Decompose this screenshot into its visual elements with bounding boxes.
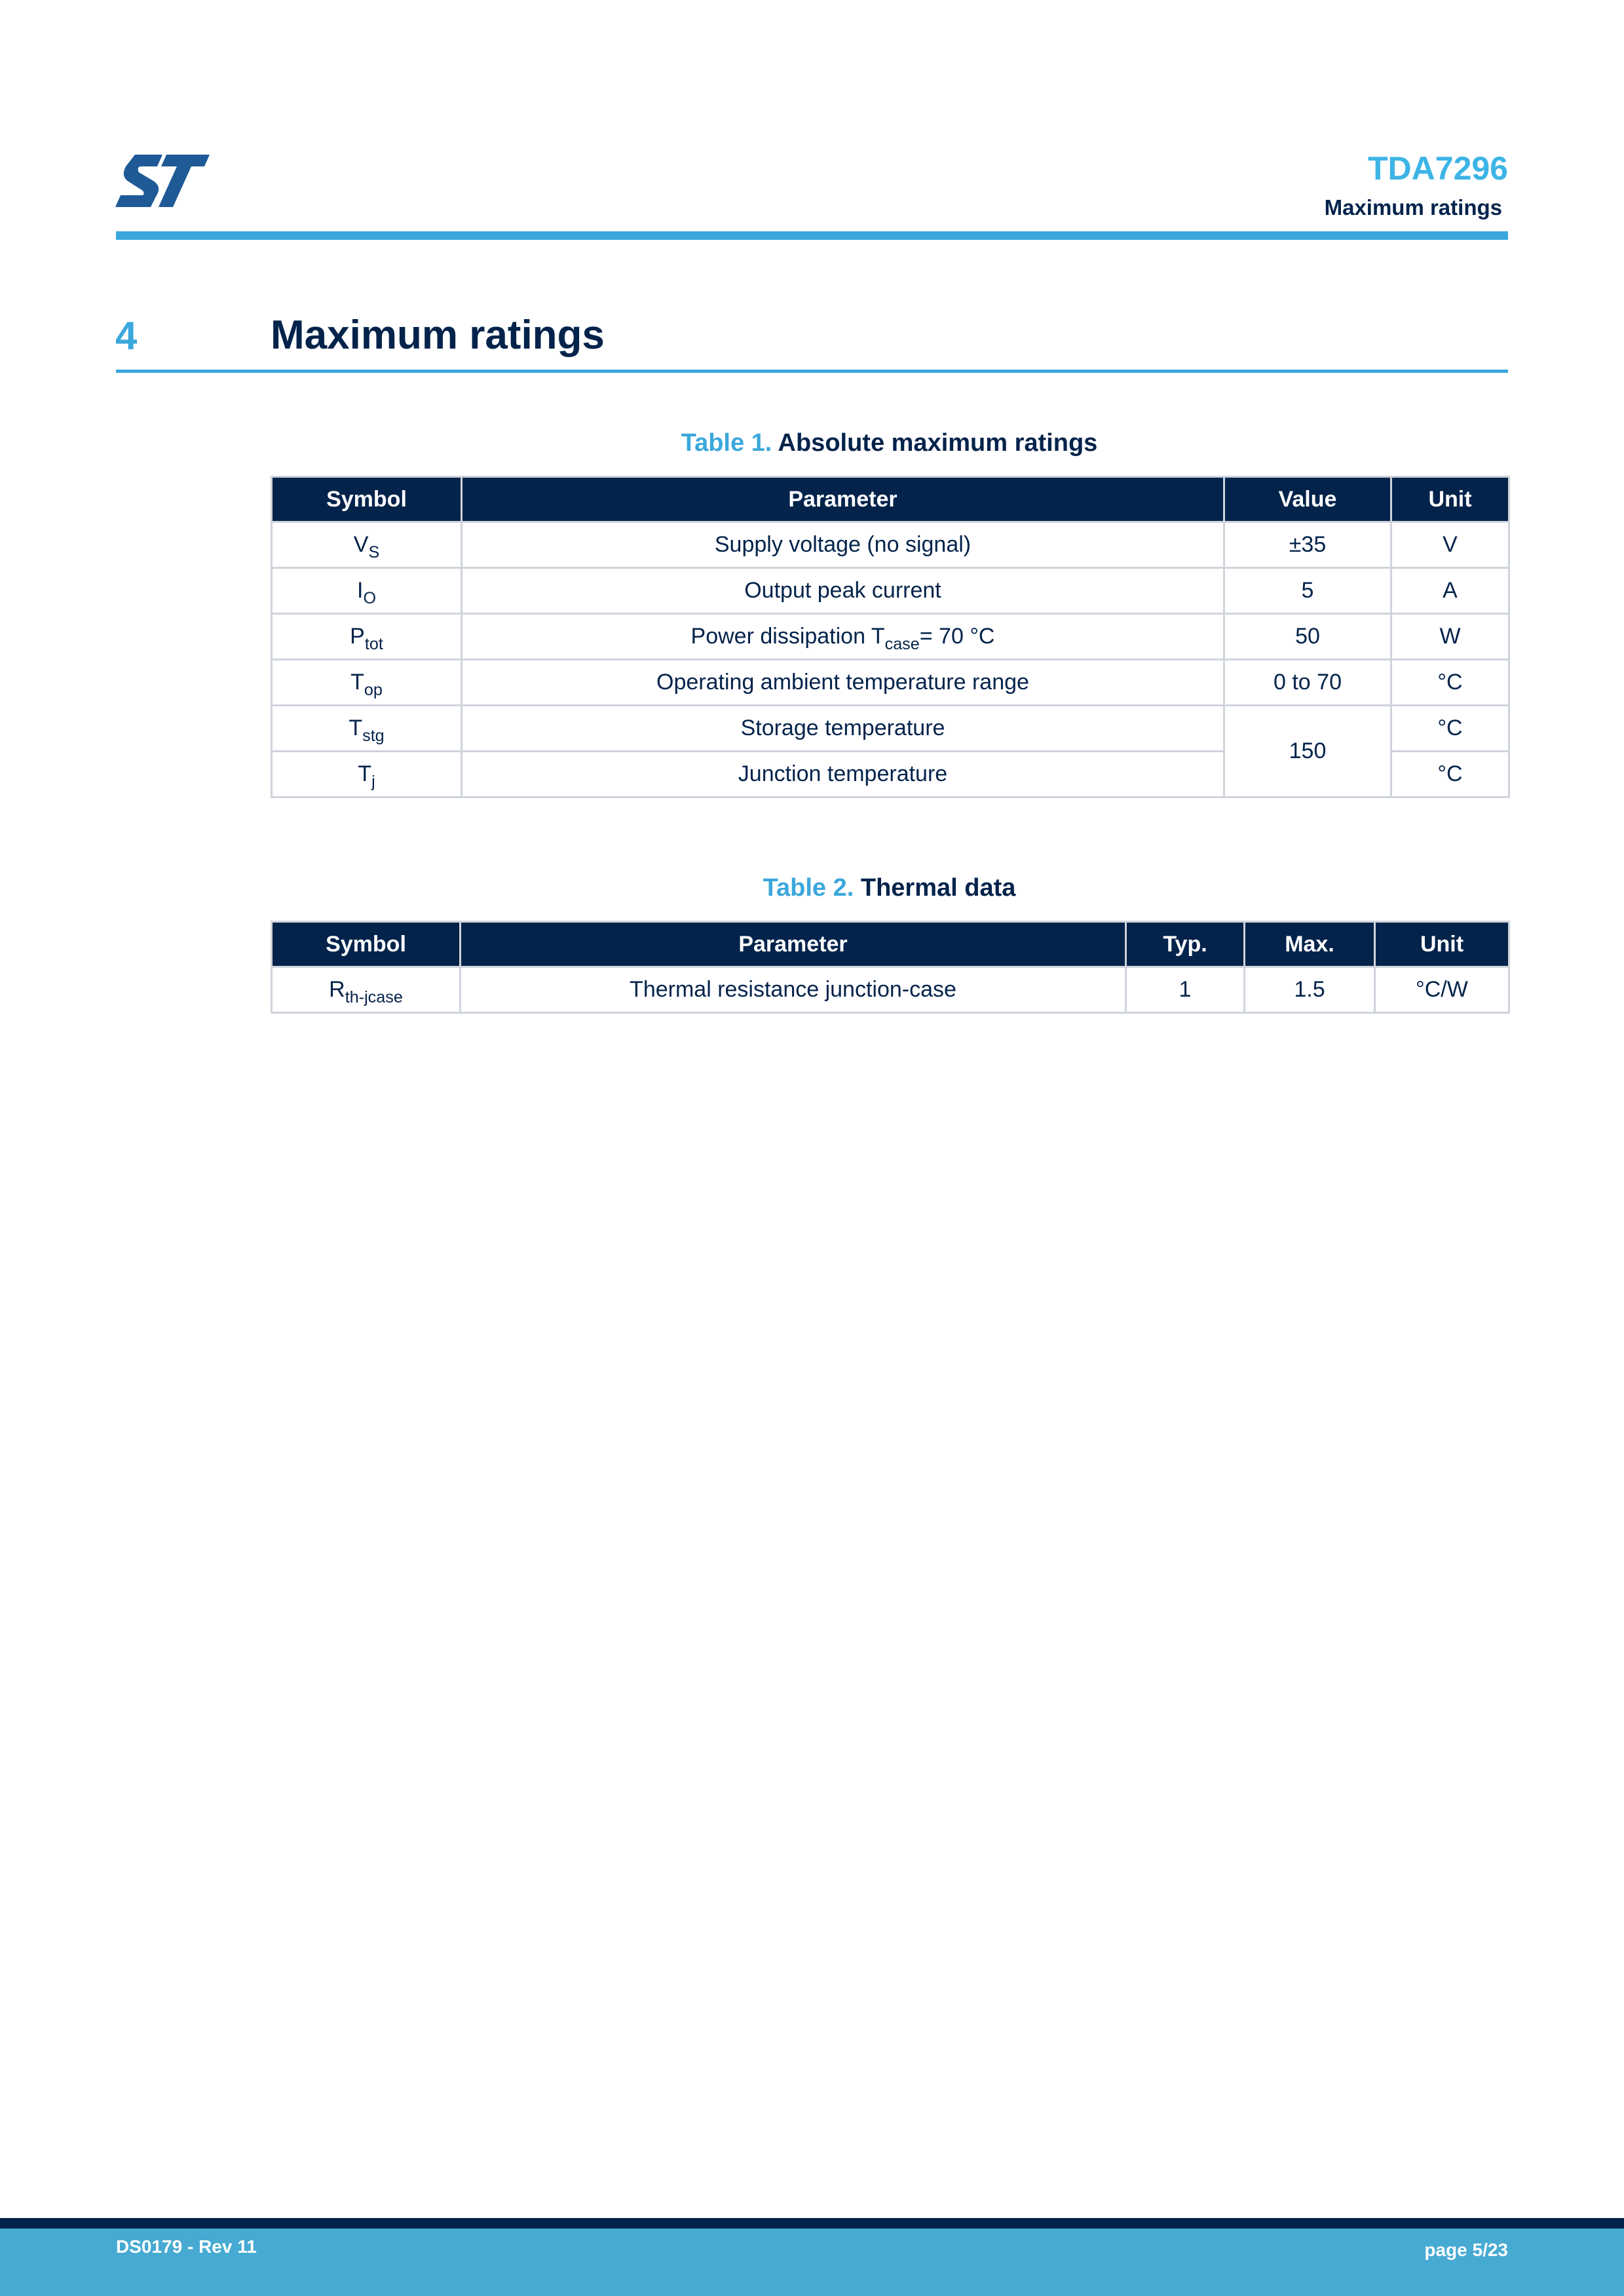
value-cell: 150 xyxy=(1224,706,1391,797)
table2-caption xyxy=(271,874,1508,902)
table-row xyxy=(272,660,1509,706)
symbol-cell: $T_{stg}$ xyxy=(272,706,462,752)
table-row xyxy=(272,522,1509,568)
table2-caption-text: Thermal data xyxy=(860,874,1016,902)
document-title: TDA7296 xyxy=(1368,150,1508,187)
footer-doc-id: DS0179 - Rev 11 xyxy=(116,2236,257,2257)
table-row xyxy=(272,706,1509,752)
table2-caption-label: Table 2. xyxy=(763,874,854,902)
symbol-cell: $T_{op}$ xyxy=(272,660,462,706)
symbol-cell: $P_{tot}$ xyxy=(272,614,462,660)
unit-cell: °C xyxy=(1391,752,1509,797)
table1-caption-text: Absolute maximum ratings xyxy=(778,429,1098,457)
parameter-cell: Output peak current xyxy=(462,568,1224,614)
symbol-cell: $R_{th-jcase}$ xyxy=(272,967,461,1013)
parameter-cell: Thermal resistance junction-case xyxy=(461,967,1126,1013)
unit-cell: W xyxy=(1391,614,1509,660)
unit-cell: °C/W xyxy=(1375,967,1509,1013)
table-row xyxy=(272,614,1509,660)
section-number: 4 xyxy=(115,314,138,358)
unit-cell: V xyxy=(1391,522,1509,568)
symbol-cell: $T_j$ xyxy=(272,752,462,797)
value-cell: 50 xyxy=(1224,614,1391,660)
table-row xyxy=(272,967,1509,1013)
header-divider xyxy=(116,231,1508,240)
header-max: Max. xyxy=(1245,922,1375,967)
header-unit: Unit xyxy=(1375,922,1509,967)
table1-caption xyxy=(271,429,1508,457)
table-header-row xyxy=(272,922,1509,967)
absolute-max-ratings-table xyxy=(271,476,1510,798)
value-cell: ±35 xyxy=(1224,522,1391,568)
value-cell: 0 to 70 xyxy=(1224,660,1391,706)
parameter-cell: Power dissipation $T_{case}= 70$ °C xyxy=(462,614,1224,660)
header-section-name: Maximum ratings xyxy=(1324,195,1502,220)
max-cell: 1.5 xyxy=(1245,967,1375,1013)
section-divider xyxy=(116,370,1508,373)
table-row xyxy=(272,568,1509,614)
parameter-cell: Operating ambient temperature range xyxy=(462,660,1224,706)
footer-page-number: page 5/23 xyxy=(1424,2240,1508,2260)
unit-cell: °C xyxy=(1391,660,1509,706)
header-value: Value xyxy=(1224,477,1391,522)
header-parameter: Parameter xyxy=(461,922,1126,967)
thermal-data-table xyxy=(271,921,1510,1014)
parameter-cell: Junction temperature xyxy=(462,752,1224,797)
typ-cell: 1 xyxy=(1126,967,1245,1013)
header-unit: Unit xyxy=(1391,477,1509,522)
symbol-cell: $V_S$ xyxy=(272,522,462,568)
symbol-cell: $I_O$ xyxy=(272,568,462,614)
unit-cell: A xyxy=(1391,568,1509,614)
value-cell: 5 xyxy=(1224,568,1391,614)
header-parameter: Parameter xyxy=(462,477,1224,522)
section-title: Maximum ratings xyxy=(271,313,605,358)
header-symbol: Symbol xyxy=(272,922,461,967)
parameter-cell: Supply voltage (no signal) xyxy=(462,522,1224,568)
header-symbol: Symbol xyxy=(272,477,462,522)
table1-caption-label: Table 1. xyxy=(681,429,772,457)
table-header-row xyxy=(272,477,1509,522)
parameter-cell: Storage temperature xyxy=(462,706,1224,752)
footer-dark-bar xyxy=(0,2218,1624,2229)
header-typ: Typ. xyxy=(1126,922,1245,967)
st-logo xyxy=(115,155,210,207)
unit-cell: °C xyxy=(1391,706,1509,752)
